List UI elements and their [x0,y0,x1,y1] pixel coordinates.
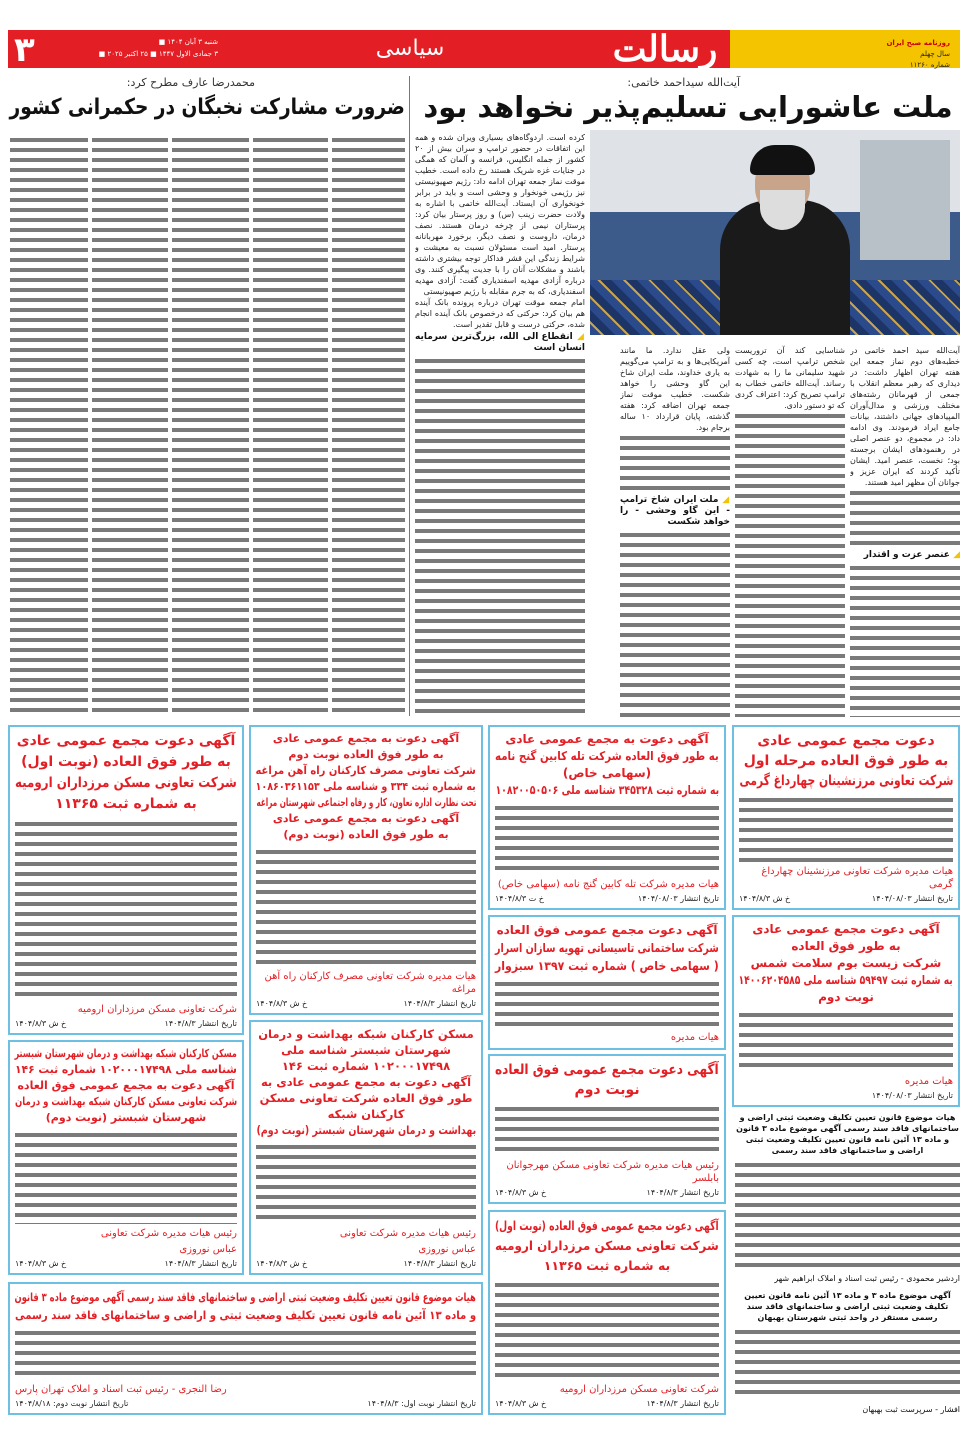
ad-title-line: آگهی دعوت مجمع عمومی فوق العاده [495,1062,719,1078]
ad-title-line: دعوت مجمع عمومی عادی [757,733,935,749]
ad-body [15,1130,237,1224]
ad-title-line: شرکت تعاونی مسکن مرزداران ارومیه [495,1238,719,1253]
ad-date: تاریخ انتشار ۱۴۰۴/۰۸/۰۳ [871,1091,953,1100]
body-text [620,530,730,717]
second-article-headline[interactable]: ضرورت مشارکت نخبگان در حکمرانی کشور [9,95,406,120]
ad-body [495,979,719,1028]
ad-title-line: آگهی دعوت به مجمع عمومی عادی به طور فوق العاده شرکت تعاونی مسکن کارکنان شبکه [259,1075,473,1121]
ad-signature: رئیس هیات مدیره شرکت تعاونی مسکن مهرجوانان بابلسر [506,1160,719,1184]
ad-title-line: شرکت تعاونی مسکن کارکنان شبکه بهداشت و درمان [14,1095,238,1108]
date-line-2: ۳ جمادی الاول ۱۴۴۷ ■ ۲۵ اکتبر ۲۰۲۵ ■ [98,50,218,58]
ad-code: خ ش ۱۴۰۴/۸/۳ [495,1399,547,1408]
issue-dates [58,36,218,60]
column-text: امام جمعه موقت تهران درباره پرونده بانک آینده هم بیان کرد: حرکتی که درخصوص بانک آینده انجام شده، حرکتی درست و قابل تقدیر است. [415,298,585,329]
ad-signature: هیات مدیره شرکت تله کابین گنج نامه (سهامی خاص) [497,879,719,890]
ad-code: خ ش ۱۴۰۴/۸/۳ [256,999,308,1008]
ad-signature: شرکت تعاونی مسکن مرزداران ارومیه [77,1004,237,1015]
ad-title-line: شرکت تعاونی مصرف کارکنان راه آهن مراغه [255,764,477,777]
ad-date: تاریخ انتشار ۱۴۰۴/۸/۳ [164,1259,237,1268]
ad-title-line: آگهی دعوت مجمع عمومی فوق العاده [496,923,718,937]
ad-signature: شرکت تعاونی مسکن مرزداران ارومیه [559,1384,719,1395]
ad-title-line: به شماره ثبت ۱۱۳۶۵ [55,796,197,812]
ad-title-line: آگهی دعوت به مجمع عمومی عادی [272,732,460,745]
ad-date: تاریخ انتشار ۱۴۰۴/۸/۳ [646,1188,719,1197]
ad-title-line: هیات موضوع قانون تعیین تکلیف وضعیت ثبتی اراضی و ساختمانهای فاقد سند رسمی آگهی موضوع ماده ۳ قانون [14,1290,477,1304]
ad-date: تاریخ انتشار ۱۴۰۴/۸/۳ [164,1019,237,1028]
ad-tahvieh-sazan-asrar[interactable] [488,915,726,1050]
ad-title-line: مسکن کارکنان شبکه بهداشت و درمان شهرستان شبستر [14,1047,238,1060]
ad-signatory: عباس نوروزی [179,1244,237,1255]
notice-land-registration-behbahan [735,1290,960,1415]
ad-body [495,803,719,875]
ad-title-line: تحت نظارت اداره تعاون، کار و رفاه اجتماعی شهرستان مراغه [256,796,476,809]
ad-shabestar-health-2[interactable] [8,1040,244,1275]
issue-number: شماره ۱۱۲۶۰ [909,61,950,69]
main-article-column-1 [850,345,960,717]
body-text [850,488,960,548]
main-article-column-side [415,132,585,717]
year-label: سال چهلم [920,50,950,58]
date-line-1: شنبه ۳ آبان ۱۴۰۴ ■ [158,38,218,46]
ad-date: تاریخ انتشار ۱۴۰۴/۸/۳ [403,999,476,1008]
ad-title-line: به شماره ثبت ۳۳۴ و شناسه ملی ۱۰۸۶۰۳۶۱۱۵۳ [255,780,477,793]
ad-railway-maragheh[interactable] [249,725,483,1015]
ad-title-line: مسکن کارکنان شبکه بهداشت و درمان شهرستان شبستر شناسه ملی ۱۰۲۰۰۰۱۷۴۹۸ شماره ثبت ۱۴۶ [258,1027,474,1073]
ad-title-line: شهرستان شبستر (نوبت دوم) [45,1111,207,1124]
ad-signature: رضا النجری - رئیس ثبت اسناد و املاک تهران پارس [15,1384,227,1395]
ad-shabestar-health-1[interactable] [249,1020,483,1275]
subhead: ◢ انقطاع الی الله، بزرگ‌ترین سرمایه انسان است [415,332,585,354]
notice-body [735,1327,960,1400]
ad-body [15,819,237,1000]
ad-signature: رئیس هیات مدیره شرکت تعاونی [339,1228,476,1239]
ad-extraordinary-second-round[interactable] [488,1054,726,1204]
ad-code: خ ش ۱۴۰۴/۸/۳ [495,1188,547,1197]
main-article-headline-wrap [416,90,960,125]
ad-title-line: به طور فوق العاده (نوبت اول) [21,754,231,770]
ad-marzdaran-urmia-2[interactable] [488,1210,726,1415]
ad-code: تاریخ انتشار نوبت دوم: ۱۴۰۴/۸/۱۸ [15,1399,129,1408]
notice-land-registration-1 [735,1112,960,1284]
second-article-kicker: محمدرضا عارف مطرح کرد: [126,76,255,89]
ad-date: تاریخ انتشار ۱۴۰۴/۸/۳ [403,1259,476,1268]
ad-title-line: آگهی دعوت مجمع عمومی عادی [16,733,236,749]
ad-title-line: به طور فوق العاده شرکت تله کابین گنج نامه [495,749,719,763]
side-text: کرده است. اردوگاه‌های بسیاری ویران شده و همه این اتفاقات در حضور ترامپ و سران بیش از ۲۰ کشور از جمله انگلیس، فرانسه و آلمان که همگی در جنایات غزه شریک هستند رخ داده است. خطیب موقت نماز جمعه تهران ادامه داد: رژیم صهیونیستی نیز رژیمی خونخوار و وحشی است و باید در برابر خونخواری آن ایستاد. آیت‌الله خاتمی با اشاره به ولادت حضرت زینب (س) و روز پرستار بیان کرد: پرستاران نیمی از چرخه درمان هستند. نصف درمان، داروست و نصف دیگر، برخورد مهربانانه پرستار. امید است مسئولان نسبت به معیشت و شرایط زندگی این قشر فداکار توجه بیشتری داشته باشند و مشکلات آنان را با جدیت پیگیری کنند. وی درباره آزادی مهدیه اسفندیاری گفت: آزادی مهدیه اسفندیاری، که به جرم مقابله با رژیم صهیونیستی [415,133,585,296]
ad-title-line: به طور فوق العاده [791,939,901,953]
body-text [735,411,845,717]
leader-poster [860,140,950,260]
main-article-column-2 [735,345,845,717]
ad-title-line: بهداشت و درمان شهرستان شبستر (نوبت دوم) [256,1123,476,1137]
ad-title-line: نوبت دوم [818,990,874,1004]
ad-code: خ ش ۱۴۰۴/۸/۳ [256,1259,308,1268]
ad-title-line: آگهی دعوت مجمع عمومی عادی [752,922,940,936]
speaker-turban [750,145,815,175]
ad-body [256,1142,476,1224]
ad-land-registration-tehranpars[interactable] [8,1282,483,1415]
second-article-column [253,135,328,715]
ad-body [495,1280,719,1380]
ad-title-line: شناسه ملی ۱۰۲۰۰۰۱۷۴۹۸ شماره ثبت ۱۴۶ [15,1063,237,1076]
ad-code: خ ش ۱۴۰۴/۸/۳ [15,1019,67,1028]
body-text [620,433,730,493]
ad-title-line: آگهی دعوت به مجمع عمومی عادی [272,812,460,825]
body-text [850,563,960,717]
body-text [415,356,585,717]
column-divider [409,76,410,716]
article-photo [590,130,960,335]
second-article-column [172,135,249,715]
ad-date: تاریخ انتشار ۱۴۰۴/۰۸/۰۳ [871,894,953,903]
second-article-column [10,135,88,715]
ad-title-line: به شماره ثبت ۵۹۴۹۷ شناسه ملی ۱۴۰۰۶۲۰۴۵۸۵ [738,973,954,987]
lead-text: آیت‌الله سید احمد خاتمی در خطبه‌های دوم نماز جمعه این هفته تهران اظهار داشت: در دیداری که رهبر معظم انقلاب با جمعی از قهرمانان رشته‌های مختلف ورزشی و مدال‌آوران المپیادهای جهانی داشتند، بیانات جامع ایراد فرمودند. وی ادامه داد: در مجموع، دو عنصر اصلی در رهنمودهای ایشان برجسته بود؛ نخست، عنصر امید. ایشان تأکید کردند که ایران عزیز و جوانان آن مظهر امید هستند. [850,346,960,487]
ad-code: خ ت ۱۴۰۴/۸/۳ [495,894,544,903]
ad-signature: رئیس هیات مدیره شرکت تعاونی [100,1228,237,1239]
ad-title-line: (سهامی خاص) [562,766,652,780]
ad-title-line: به طور فوق العاده (نوبت دوم) [283,828,449,841]
ad-body [495,1104,719,1156]
ad-date: تاریخ انتشار ۱۴۰۴/۸/۳ [646,1399,719,1408]
ad-code: خ ش ۱۴۰۴/۸/۳ [739,894,791,903]
ad-title-line: به طور فوق العاده نوبت دوم [288,748,444,761]
ad-title-line: شرکت ساختمانی تاسیساتی تهویه سازان اسرار [495,941,719,955]
ad-zistboom-salamat-shams[interactable] [732,915,960,1107]
ad-body [256,847,476,967]
section-title: سیاسی [375,36,445,61]
ad-signature: هیات مدیره شرکت تعاونی مرزنشینان چهارداغ گرمی [761,866,953,890]
subhead: ◢ ملت ایران شاخ ترامپ - این گاو وحشی - را خواهد شکست [620,495,730,528]
notice-signature: اردشیر محمودی - رئیس ثبت اسناد و املاک ابراهیم شهر [774,1274,960,1283]
ad-signature: هیات مدیره [670,1032,719,1043]
newspaper-logo[interactable]: رسالت [612,28,718,70]
paper-label: روزنامه صبح ایران [886,39,950,47]
notice-title: آگهی موضوع ماده ۳ و ماده ۱۳ آئین نامه قانون تعیین تکلیف وضعیت ثبتی اراضی و ساختمانهای فاقد سند رسمی مستقر در واحد ثبتی شهرستان بهبهان [744,1291,951,1322]
ad-signature: هیات مدیره شرکت تعاونی مصرف کارکنان راه آهن مراغه [264,971,476,995]
notice-title: هیات موضوع قانون تعیین تکلیف وضعیت ثبتی اراضی و ساختمانهای فاقد سند رسمی آگهی موضوع ماده ۳ قانون و ماده ۱۳ آئین نامه قانون تعیین تکلیف وضعیت ثبتی اراضی و ساختمانهای فاقد سند رسمی [736,1113,959,1155]
page-number: ۳ [14,30,35,70]
ad-code: خ ش ۱۴۰۴/۸/۳ [15,1259,67,1268]
main-article-headline[interactable]: ملت عاشورایی تسلیم‌پذیر نخواهد بود [423,90,953,124]
ad-body [739,1010,953,1072]
ad-title-line: شرکت تعاونی مسکن مرزداران ارومیه [15,775,237,791]
notice-signature: افشار - سرپرست ثبت بهبهان [862,1405,960,1414]
ad-signatory: عباس نوروزی [418,1244,476,1255]
ad-chahardagh-garmi[interactable] [732,725,960,910]
ad-signature: هیات مدیره [904,1076,953,1087]
ad-title-line: و ماده ۱۳ آئین نامه قانون تعیین تکلیف وضعیت ثبتی و اراضی و ساختمانهای فاقد سند رسمی [14,1308,477,1322]
ad-telecabin-ganjnameh[interactable] [488,725,726,910]
ad-date: تاریخ انتشار نوبت اول: ۱۴۰۴/۸/۳ [367,1399,476,1408]
column-text: شناسایی کند آن تروریست شخص ترامپ است، چه کسی شهید سلیمانی ما را به شهادت رساند. آیت‌الله خاتمی خطاب به ترامپ تصریح کرد: اعتراف کردی که تو دستور دادی. [735,346,845,410]
ad-title-line: ( سهامی خاص ) شماره ثبت ۱۳۹۷ سبزوار [495,959,719,973]
ad-date: تاریخ انتشار ۱۴۰۴/۰۸/۰۳ [637,894,719,903]
subhead: ◢ عنصر عزت و اقتدار [850,550,960,561]
ad-title-line: شرکت زیست بوم سلامت شمس [750,956,942,970]
column-text: ولی عقل ندارد. ما مانند آمریکایی‌ها و به ترامپ می‌گوییم به یاری خداوند، ملت ایران شاخ این گاو وحشی را خواهد شکست. خطیب موقت نماز جمعه تهران اضافه کرد: هفته گذشته، پایان قرارداد ۱۰ ساله برجام بود. [620,346,730,432]
issue-info [850,38,950,71]
ad-title-line: آگهی دعوت مجمع عمومی فوق العاده (نوبت اول) [495,1218,719,1233]
ad-body [739,795,953,862]
ad-title-line: آگهی دعوت به مجمع عمومی فوق العاده [17,1079,235,1092]
second-article-column [332,135,405,715]
ad-body [15,1328,476,1380]
ad-title-line: شرکت تعاونی مرزنشینان چهارداغ گرمی [739,773,953,789]
ad-title-line: آگهی دعوت به مجمع عمومی عادی [505,732,709,746]
ad-title-line: به شماره ثبت ۳۴۵۳۲۸ شناسه ملی ۱۰۸۲۰۰۵۰۵۰۶ [495,783,719,797]
ad-marzdaran-urmia-1[interactable] [8,725,244,1035]
ad-title-line: به طور فوق العاده مرحله اول [743,753,949,769]
notice-body [735,1160,960,1269]
second-article-column [92,135,168,715]
second-article-headline-wrap [10,95,405,121]
main-article-kicker: آیت‌الله سیداحمد خاتمی: [627,76,740,89]
ad-title-line: نوبت دوم [574,1082,640,1098]
main-article-column-3 [620,345,730,717]
ad-title-line: به شماره ثبت ۱۱۳۶۵ [543,1258,671,1273]
